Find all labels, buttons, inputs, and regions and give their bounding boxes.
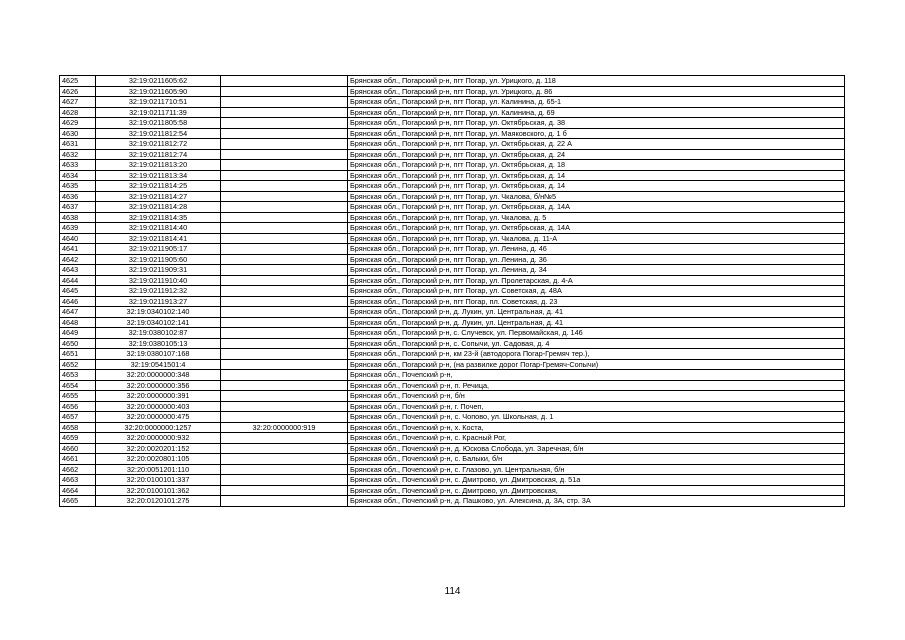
prior-cadastral-number-cell: [221, 265, 348, 276]
row-number-cell: 4627: [60, 97, 96, 108]
prior-cadastral-number-cell: [221, 212, 348, 223]
prior-cadastral-number-cell: [221, 485, 348, 496]
row-number-cell: 4660: [60, 443, 96, 454]
prior-cadastral-number-cell: [221, 307, 348, 318]
table-row: [60, 370, 845, 381]
registry-table: [59, 75, 845, 507]
table-row: [60, 202, 845, 213]
table-row: [60, 107, 845, 118]
cadastral-number-cell: 32:19:0211605:62: [96, 76, 221, 87]
prior-cadastral-number-cell: [221, 496, 348, 507]
row-number-cell: 4643: [60, 265, 96, 276]
cadastral-number-cell: 32:19:0211905:60: [96, 254, 221, 265]
row-number-cell: 4662: [60, 464, 96, 475]
cadastral-number-cell: 32:19:0211814:27: [96, 191, 221, 202]
row-number-cell: 4637: [60, 202, 96, 213]
address-cell: Брянская обл., Погарский р-н, пгт Погар, ул. Октябрьская, д. 14А: [348, 202, 845, 213]
row-number-cell: 4651: [60, 349, 96, 360]
cadastral-number-cell: 32:20:0020801:105: [96, 454, 221, 465]
address-cell: Брянская обл., Погарский р-н, пгт Погар, ул. Октябрьская, д. 18: [348, 160, 845, 171]
cadastral-number-cell: 32:19:0380107:168: [96, 349, 221, 360]
table-row: [60, 149, 845, 160]
row-number-cell: 4630: [60, 128, 96, 139]
row-number-cell: 4649: [60, 328, 96, 339]
row-number-cell: 4638: [60, 212, 96, 223]
address-cell: Брянская обл., Почепский р-н, с. Чопово, ул. Школьная, д. 1: [348, 412, 845, 423]
cadastral-number-cell: 32:19:0340102:141: [96, 317, 221, 328]
table-row: [60, 254, 845, 265]
row-number-cell: 4663: [60, 475, 96, 486]
prior-cadastral-number-cell: [221, 275, 348, 286]
cadastral-number-cell: 32:20:0020201:152: [96, 443, 221, 454]
row-number-cell: 4632: [60, 149, 96, 160]
row-number-cell: 4625: [60, 76, 96, 87]
table-row: [60, 212, 845, 223]
cadastral-number-cell: 32:20:0100101:337: [96, 475, 221, 486]
prior-cadastral-number-cell: [221, 359, 348, 370]
prior-cadastral-number-cell: [221, 296, 348, 307]
row-number-cell: 4659: [60, 433, 96, 444]
address-cell: Брянская обл., Погарский р-н, пгт Погар, ул. Советская, д. 48А: [348, 286, 845, 297]
table-row: [60, 191, 845, 202]
address-cell: Брянская обл., Погарский р-н, (на развилке дорог Погар-Гремяч-Сопычи): [348, 359, 845, 370]
table-row: [60, 275, 845, 286]
registry-table-body: [60, 76, 845, 507]
cadastral-number-cell: 32:19:0211905:17: [96, 244, 221, 255]
address-cell: Брянская обл., Погарский р-н, пгт Погар, ул. Ленина, д. 34: [348, 265, 845, 276]
table-row: [60, 454, 845, 465]
prior-cadastral-number-cell: [221, 254, 348, 265]
table-row: [60, 380, 845, 391]
prior-cadastral-number-cell: [221, 160, 348, 171]
address-cell: Брянская обл., Погарский р-н, д. Лукин, ул. Центральная, д. 41: [348, 317, 845, 328]
prior-cadastral-number-cell: [221, 202, 348, 213]
table-row: [60, 359, 845, 370]
table-row: [60, 233, 845, 244]
address-cell: Брянская обл., Погарский р-н, пгт Погар, ул. Октябрьская, д. 14: [348, 170, 845, 181]
address-cell: Брянская обл., Погарский р-н, пгт Погар, ул. Чкалова, б/н№5: [348, 191, 845, 202]
cadastral-number-cell: 32:20:0120101:275: [96, 496, 221, 507]
prior-cadastral-number-cell: [221, 412, 348, 423]
row-number-cell: 4629: [60, 118, 96, 129]
prior-cadastral-number-cell: [221, 338, 348, 349]
cadastral-number-cell: 32:20:0000000:348: [96, 370, 221, 381]
row-number-cell: 4631: [60, 139, 96, 150]
row-number-cell: 4664: [60, 485, 96, 496]
table-row: [60, 244, 845, 255]
prior-cadastral-number-cell: [221, 401, 348, 412]
cadastral-number-cell: 32:19:0211812:72: [96, 139, 221, 150]
page-number: 114: [444, 586, 461, 597]
cadastral-number-cell: 32:20:0000000:391: [96, 391, 221, 402]
row-number-cell: 4652: [60, 359, 96, 370]
row-number-cell: 4641: [60, 244, 96, 255]
prior-cadastral-number-cell: [221, 370, 348, 381]
row-number-cell: 4653: [60, 370, 96, 381]
address-cell: Брянская обл., Почепский р-н, с. Красный Рог,: [348, 433, 845, 444]
address-cell: Брянская обл., Погарский р-н, пгт Погар, ул. Урицкого, д. 118: [348, 76, 845, 87]
row-number-cell: 4655: [60, 391, 96, 402]
table-row: [60, 307, 845, 318]
row-number-cell: 4648: [60, 317, 96, 328]
table-row: [60, 97, 845, 108]
address-cell: Брянская обл., Погарский р-н, пгт Погар, ул. Ленина, д. 46: [348, 244, 845, 255]
address-cell: Брянская обл., Погарский р-н, пгт Погар, ул. Октябрьская, д. 14: [348, 181, 845, 192]
cadastral-number-cell: 32:19:0211813:34: [96, 170, 221, 181]
row-number-cell: 4645: [60, 286, 96, 297]
row-number-cell: 4642: [60, 254, 96, 265]
table-row: [60, 223, 845, 234]
prior-cadastral-number-cell: [221, 118, 348, 129]
address-cell: Брянская обл., Погарский р-н, пгт Погар, ул. Маяковского, д. 1 б: [348, 128, 845, 139]
address-cell: Брянская обл., Погарский р-н, пгт Погар, ул. Калинина, д. 69: [348, 107, 845, 118]
prior-cadastral-number-cell: [221, 128, 348, 139]
prior-cadastral-number-cell: 32:20:0000000:919: [221, 422, 348, 433]
table-row: [60, 265, 845, 276]
table-row: [60, 443, 845, 454]
table-row: [60, 349, 845, 360]
prior-cadastral-number-cell: [221, 317, 348, 328]
row-number-cell: 4647: [60, 307, 96, 318]
cadastral-number-cell: 32:19:0541501:4: [96, 359, 221, 370]
cadastral-number-cell: 32:19:0211814:41: [96, 233, 221, 244]
cadastral-number-cell: 32:19:0211910:40: [96, 275, 221, 286]
prior-cadastral-number-cell: [221, 244, 348, 255]
prior-cadastral-number-cell: [221, 76, 348, 87]
cadastral-number-cell: 32:20:0051201:110: [96, 464, 221, 475]
cadastral-number-cell: 32:19:0211812:74: [96, 149, 221, 160]
row-number-cell: 4658: [60, 422, 96, 433]
prior-cadastral-number-cell: [221, 286, 348, 297]
row-number-cell: 4633: [60, 160, 96, 171]
table-row: [60, 128, 845, 139]
table-row: [60, 391, 845, 402]
prior-cadastral-number-cell: [221, 170, 348, 181]
prior-cadastral-number-cell: [221, 233, 348, 244]
prior-cadastral-number-cell: [221, 149, 348, 160]
table-row: [60, 422, 845, 433]
address-cell: Брянская обл., Почепский р-н, г. Почеп,: [348, 401, 845, 412]
prior-cadastral-number-cell: [221, 139, 348, 150]
address-cell: Брянская обл., Погарский р-н, пгт Погар, ул. Октябрьская, д. 24: [348, 149, 845, 160]
table-row: [60, 181, 845, 192]
cadastral-number-cell: 32:19:0211711:39: [96, 107, 221, 118]
prior-cadastral-number-cell: [221, 349, 348, 360]
row-number-cell: 4636: [60, 191, 96, 202]
row-number-cell: 4646: [60, 296, 96, 307]
address-cell: Брянская обл., Почепский р-н, д. Юскова Слобода, ул. Заречная, б/н: [348, 443, 845, 454]
row-number-cell: 4661: [60, 454, 96, 465]
table-row: [60, 76, 845, 87]
cadastral-number-cell: 32:20:0000000:932: [96, 433, 221, 444]
address-cell: Брянская обл., Погарский р-н, пгт Погар, ул. Чкалова, д. 11-А: [348, 233, 845, 244]
table-row: [60, 286, 845, 297]
table-row: [60, 485, 845, 496]
table-row: [60, 433, 845, 444]
prior-cadastral-number-cell: [221, 191, 348, 202]
row-number-cell: 4657: [60, 412, 96, 423]
row-number-cell: 4650: [60, 338, 96, 349]
address-cell: Брянская обл., Погарский р-н, пгт Погар, ул. Октябрьская, д. 22 А: [348, 139, 845, 150]
cadastral-number-cell: 32:19:0380102:87: [96, 328, 221, 339]
address-cell: Брянская обл., Погарский р-н, пгт Погар, ул. Ленина, д. 36: [348, 254, 845, 265]
cadastral-number-cell: 32:20:0000000:356: [96, 380, 221, 391]
address-cell: Брянская обл., Почепский р-н, с. Дмитрово, ул. Дмитровская,: [348, 485, 845, 496]
address-cell: Брянская обл., Погарский р-н, пгт Погар, пл. Советская, д. 23: [348, 296, 845, 307]
table-row: [60, 118, 845, 129]
cadastral-number-cell: 32:19:0340102:140: [96, 307, 221, 318]
address-cell: Брянская обл., Почепский р-н,: [348, 370, 845, 381]
row-number-cell: 4656: [60, 401, 96, 412]
prior-cadastral-number-cell: [221, 328, 348, 339]
address-cell: Брянская обл., Погарский р-н, пгт Погар, ул. Пролетарская, д. 4-А: [348, 275, 845, 286]
cadastral-number-cell: 32:20:0000000:403: [96, 401, 221, 412]
address-cell: Брянская обл., Погарский р-н, д. Лукин, ул. Центральная, д. 41: [348, 307, 845, 318]
table-row: [60, 139, 845, 150]
prior-cadastral-number-cell: [221, 475, 348, 486]
table-row: [60, 496, 845, 507]
address-cell: Брянская обл., Погарский р-н, пгт Погар, ул. Чкалова, д. 5: [348, 212, 845, 223]
table-row: [60, 160, 845, 171]
table-row: [60, 475, 845, 486]
address-cell: Брянская обл., Погарский р-н, пгт Погар, ул. Октябрьская, д. 14А: [348, 223, 845, 234]
cadastral-number-cell: 32:19:0211814:25: [96, 181, 221, 192]
row-number-cell: 4654: [60, 380, 96, 391]
row-number-cell: 4634: [60, 170, 96, 181]
prior-cadastral-number-cell: [221, 380, 348, 391]
cadastral-number-cell: 32:19:0211814:35: [96, 212, 221, 223]
address-cell: Брянская обл., Погарский р-н, пгт Погар, ул. Октябрьская, д. 38: [348, 118, 845, 129]
address-cell: Брянская обл., Почепский р-н, х. Коста,: [348, 422, 845, 433]
cadastral-number-cell: 32:20:0100101:362: [96, 485, 221, 496]
table-row: [60, 401, 845, 412]
cadastral-number-cell: 32:20:0000000:1257: [96, 422, 221, 433]
address-cell: Брянская обл., Погарский р-н, с. Сопычи, ул. Садовая, д. 4: [348, 338, 845, 349]
table-row: [60, 464, 845, 475]
row-number-cell: 4635: [60, 181, 96, 192]
cadastral-number-cell: 32:19:0211813:20: [96, 160, 221, 171]
prior-cadastral-number-cell: [221, 391, 348, 402]
cadastral-number-cell: 32:19:0211814:28: [96, 202, 221, 213]
row-number-cell: 4628: [60, 107, 96, 118]
prior-cadastral-number-cell: [221, 107, 348, 118]
cadastral-number-cell: 32:19:0211710:51: [96, 97, 221, 108]
prior-cadastral-number-cell: [221, 181, 348, 192]
cadastral-number-cell: 32:19:0211912:32: [96, 286, 221, 297]
address-cell: Брянская обл., Погарский р-н, пгт Погар, ул. Калинина, д. 65-1: [348, 97, 845, 108]
prior-cadastral-number-cell: [221, 443, 348, 454]
prior-cadastral-number-cell: [221, 433, 348, 444]
row-number-cell: 4644: [60, 275, 96, 286]
prior-cadastral-number-cell: [221, 454, 348, 465]
address-cell: Брянская обл., Почепский р-н, с. Балыки, б/н: [348, 454, 845, 465]
cadastral-number-cell: 32:19:0211909:31: [96, 265, 221, 276]
cadastral-number-cell: 32:19:0211605:90: [96, 86, 221, 97]
prior-cadastral-number-cell: [221, 86, 348, 97]
prior-cadastral-number-cell: [221, 464, 348, 475]
address-cell: Брянская обл., Почепский р-н, б/н: [348, 391, 845, 402]
prior-cadastral-number-cell: [221, 97, 348, 108]
cadastral-number-cell: 32:19:0380105:13: [96, 338, 221, 349]
cadastral-number-cell: 32:20:0000000:475: [96, 412, 221, 423]
cadastral-number-cell: 32:19:0211814:40: [96, 223, 221, 234]
address-cell: Брянская обл., Погарский р-н, с. Случевск, ул. Первомайская, д. 146: [348, 328, 845, 339]
cadastral-number-cell: 32:19:0211913:27: [96, 296, 221, 307]
cadastral-number-cell: 32:19:0211805:58: [96, 118, 221, 129]
row-number-cell: 4639: [60, 223, 96, 234]
table-row: [60, 338, 845, 349]
address-cell: Брянская обл., Почепский р-н, с. Глазово, ул. Центральная, б/н: [348, 464, 845, 475]
address-cell: Брянская обл., Почепский р-н, д. Пашково, ул. Алексина, д. 3А, стр. 3А: [348, 496, 845, 507]
row-number-cell: 4626: [60, 86, 96, 97]
row-number-cell: 4665: [60, 496, 96, 507]
address-cell: Брянская обл., Почепский р-н, с. Дмитрово, ул. Дмитровская, д. 51а: [348, 475, 845, 486]
prior-cadastral-number-cell: [221, 223, 348, 234]
table-row: [60, 412, 845, 423]
table-row: [60, 170, 845, 181]
cadastral-number-cell: 32:19:0211812:54: [96, 128, 221, 139]
table-row: [60, 296, 845, 307]
row-number-cell: 4640: [60, 233, 96, 244]
address-cell: Брянская обл., Погарский р-н, пгт Погар, ул. Урицкого, д. 86: [348, 86, 845, 97]
table-row: [60, 317, 845, 328]
address-cell: Брянская обл., Погарский р-н, км 23-й (автодорога Погар-Гремяч тер.),: [348, 349, 845, 360]
address-cell: Брянская обл., Почепский р-н, п. Речица,: [348, 380, 845, 391]
table-row: [60, 86, 845, 97]
table-row: [60, 328, 845, 339]
